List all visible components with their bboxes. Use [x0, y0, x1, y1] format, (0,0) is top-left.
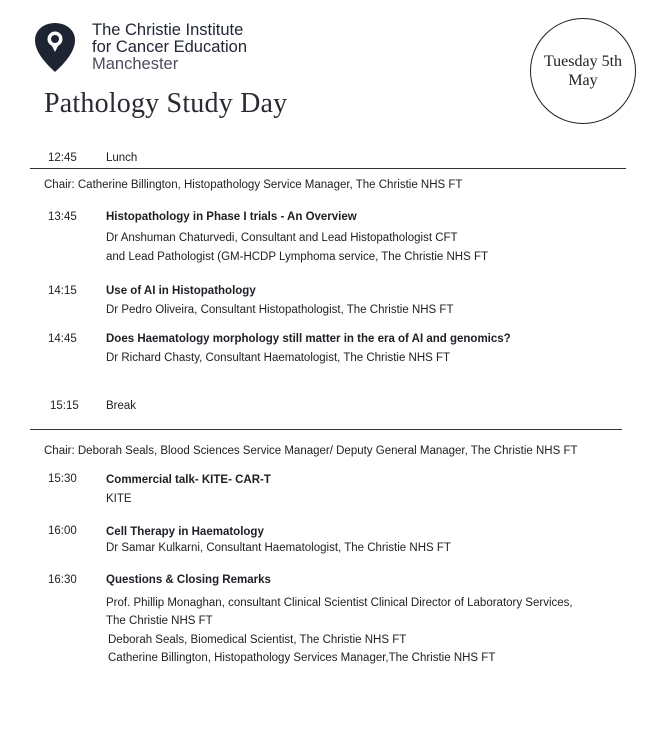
divider [30, 168, 626, 169]
divider [30, 429, 622, 430]
lunch-label: Lunch [106, 152, 138, 164]
session-3-speaker: Dr Richard Chasty, Consultant Haematologist, The Christie NHS FT [106, 352, 451, 364]
session-1-speaker-1: Dr Anshuman Chaturvedi, Consultant and Lead Histopathologist CFT [106, 232, 458, 244]
break-time: 15:15 [50, 400, 79, 412]
session-4-time: 15:30 [48, 473, 77, 485]
session-6-speaker-2: The Christie NHS FT [106, 615, 213, 627]
session-4-speaker: KITE [106, 493, 132, 505]
chair-2: Chair: Deborah Seals, Blood Sciences Service Manager/ Deputy General Manager, The Christie NHS FT [44, 445, 578, 457]
page-title: Pathology Study Day [44, 88, 288, 119]
session-6-speaker-1: Prof. Phillip Monaghan, consultant Clinical Scientist Clinical Director of Laboratory Services, [106, 597, 573, 609]
christie-logo-icon [34, 22, 76, 74]
session-6-time: 16:30 [48, 574, 77, 586]
session-6-title: Questions & Closing Remarks [106, 574, 271, 586]
session-2-speaker: Dr Pedro Oliveira, Consultant Histopathologist, The Christie NHS FT [106, 304, 454, 316]
org-name-line1: The Christie Institute [92, 21, 244, 39]
session-1-time: 13:45 [48, 211, 77, 223]
break-label: Break [106, 400, 137, 412]
org-name-line2: for Cancer Education [92, 38, 248, 56]
session-5-time: 16:00 [48, 525, 77, 537]
session-4-title: Commercial talk- KITE- CAR-T [106, 474, 271, 486]
session-1-title: Histopathology in Phase I trials - An Overview [106, 211, 357, 223]
chair-1: Chair: Catherine Billington, Histopathology Service Manager, The Christie NHS FT [44, 179, 463, 191]
session-3-time: 14:45 [48, 333, 77, 345]
session-5-speaker: Dr Samar Kulkarni, Consultant Haematologist, The Christie NHS FT [106, 542, 451, 554]
date-day: Tuesday 5th [543, 53, 623, 70]
session-1-speaker-2: and Lead Pathologist (GM-HCDP Lymphoma service, The Christie NHS FT [106, 251, 488, 263]
org-name [92, 22, 247, 73]
session-2-title: Use of AI in Histopathology [106, 285, 256, 297]
session-6-speaker-3: Deborah Seals, Biomedical Scientist, The Christie NHS FT [108, 634, 407, 646]
session-5-title: Cell Therapy in Haematology [106, 526, 264, 538]
session-3-title: Does Haematology morphology still matter in the era of AI and genomics? [106, 333, 511, 345]
lunch-time: 12:45 [48, 152, 77, 164]
session-2-time: 14:15 [48, 285, 77, 297]
date-month: May [568, 72, 598, 89]
session-6-speaker-4: Catherine Billington, Histopathology Services Manager,The Christie NHS FT [108, 652, 496, 664]
date-badge [530, 18, 636, 124]
org-city: Manchester [92, 55, 179, 73]
